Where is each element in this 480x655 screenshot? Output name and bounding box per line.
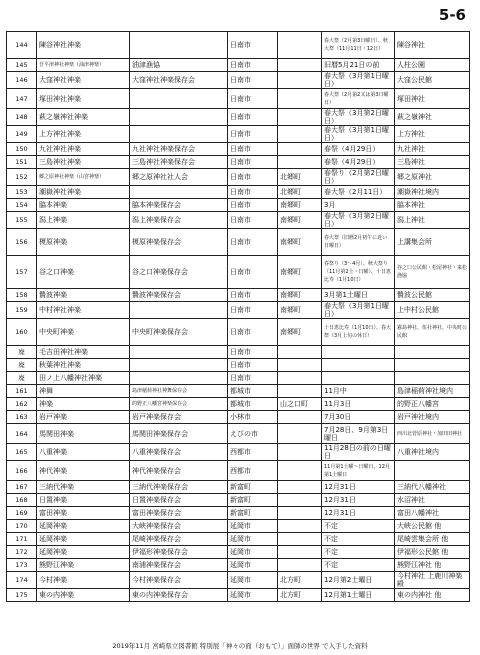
performance-date-cell: 春大祭（2月11日） <box>322 186 395 199</box>
city-cell: 都城市 <box>228 398 278 411</box>
town-cell <box>278 520 322 533</box>
town-cell <box>278 424 322 444</box>
venue-cell: 谷之口公民館・松尾神社・来松漁協 <box>395 256 470 289</box>
town-cell <box>278 546 322 559</box>
preservation-group-cell: 大窪神社神楽保存会 <box>130 72 228 89</box>
table-row <box>7 372 470 385</box>
performance-date-cell: 11月第1土曜～日曜日、12月第1土曜日 <box>322 461 395 481</box>
city-cell: 西都市 <box>228 444 278 461</box>
row-number-cell: 171 <box>7 533 37 546</box>
venue-cell: 的野正八幡宮 <box>395 398 470 411</box>
performance-date-cell: 3月 <box>322 199 395 212</box>
preservation-group-cell: 島津稲荷神社神舞保存会 <box>130 385 228 398</box>
table-row <box>7 411 470 424</box>
kagura-name-cell: 日置神楽 <box>37 494 130 507</box>
row-number-cell: 169 <box>7 507 37 520</box>
venue-cell <box>395 372 470 385</box>
performance-date-cell: 7月28日、9月第3日曜日 <box>322 424 395 444</box>
town-cell <box>278 143 322 156</box>
venue-cell: 八重神社境内 <box>395 444 470 461</box>
kagura-name-cell: 贄波神楽 <box>37 289 130 302</box>
kagura-name-cell: 中央町神楽 <box>37 319 130 346</box>
preservation-group-cell: 馬関田神楽保存会 <box>130 424 228 444</box>
row-number-cell: 153 <box>7 186 37 199</box>
table-row <box>7 444 470 461</box>
city-cell: 都城市 <box>228 385 278 398</box>
city-cell: 新富町 <box>228 481 278 494</box>
venue-cell: 陳谷神社 <box>395 32 470 59</box>
city-cell: 日南市 <box>228 143 278 156</box>
preservation-group-cell: 郷之原神社社人会 <box>130 169 228 186</box>
row-number-cell: 154 <box>7 199 37 212</box>
city-cell: 新富町 <box>228 507 278 520</box>
venue-cell: 西川北菅原神社・加田田神社 <box>395 424 470 444</box>
table-row <box>7 212 470 229</box>
town-cell <box>278 126 322 143</box>
preservation-group-cell <box>130 302 228 319</box>
row-number-cell: 161 <box>7 385 37 398</box>
performance-date-cell: 不定 <box>322 520 395 533</box>
city-cell: 新富町 <box>228 494 278 507</box>
row-number-cell: 162 <box>7 398 37 411</box>
preservation-group-cell: 日置神楽保存会 <box>130 494 228 507</box>
table-row <box>7 302 470 319</box>
venue-cell: 三納代八幡神社 <box>395 481 470 494</box>
venue-cell: 富田八幡神社 <box>395 507 470 520</box>
performance-date-cell: 不定 <box>322 546 395 559</box>
performance-date-cell: 春祭（4月29日） <box>322 156 395 169</box>
kagura-name-cell: 大窪神社神楽 <box>37 72 130 89</box>
row-number-cell: 157 <box>7 256 37 289</box>
table-row <box>7 59 470 72</box>
table-body <box>7 32 470 602</box>
table-row <box>7 319 470 346</box>
table-row <box>7 494 470 507</box>
venue-cell <box>395 346 470 359</box>
kagura-name-cell: 吾平津神社神楽（油津神楽） <box>37 59 130 72</box>
row-number-cell: 148 <box>7 109 37 126</box>
city-cell: 日南市 <box>228 186 278 199</box>
kagura-name-cell: 東の内神楽 <box>37 589 130 602</box>
preservation-group-cell: 油津漁協 <box>130 59 228 72</box>
row-number-cell: 155 <box>7 212 37 229</box>
city-cell: 延岡市 <box>228 589 278 602</box>
row-number-cell: 168 <box>7 494 37 507</box>
performance-date-cell: 春祭り（2月第2日曜日） <box>322 169 395 186</box>
kagura-name-cell: 田ノ上八幡神社神楽 <box>37 372 130 385</box>
performance-date-cell: 春祭（4月29日） <box>322 143 395 156</box>
venue-cell: 潟上神社 <box>395 212 470 229</box>
preservation-group-cell: 神代神楽保存会 <box>130 461 228 481</box>
venue-cell: 水沼神社 <box>395 494 470 507</box>
city-cell: 日南市 <box>228 319 278 346</box>
town-cell <box>278 444 322 461</box>
preservation-group-cell: 三島神社神楽保存会 <box>130 156 228 169</box>
city-cell: 延岡市 <box>228 559 278 572</box>
kagura-name-cell: 陳谷神社神楽 <box>37 32 130 59</box>
town-cell: 南郷町 <box>278 199 322 212</box>
city-cell: 日南市 <box>228 126 278 143</box>
town-cell <box>278 32 322 59</box>
performance-date-cell: 春大祭（旧暦2月初午に近い日曜日） <box>322 229 395 256</box>
performance-date-cell <box>322 359 395 372</box>
row-number-cell: 149 <box>7 126 37 143</box>
table-row <box>7 520 470 533</box>
city-cell: 日南市 <box>228 229 278 256</box>
table-row <box>7 143 470 156</box>
kagura-name-cell: 神代神楽 <box>37 461 130 481</box>
venue-cell: 潮嶽神社境内 <box>395 186 470 199</box>
kagura-name-cell: 熊野江神楽 <box>37 559 130 572</box>
table-row <box>7 346 470 359</box>
city-cell: えびの市 <box>228 424 278 444</box>
town-cell: 北郷町 <box>278 186 322 199</box>
row-number-cell: 175 <box>7 589 37 602</box>
city-cell: 西都市 <box>228 461 278 481</box>
performance-date-cell: 12月31日 <box>322 481 395 494</box>
city-cell: 延岡市 <box>228 533 278 546</box>
preservation-group-cell: 南浦神楽保存会 <box>130 559 228 572</box>
row-number-cell: 160 <box>7 319 37 346</box>
venue-cell <box>395 461 470 481</box>
performance-date-cell <box>322 372 395 385</box>
performance-date-cell: 春大祭（3月第1日曜日） <box>322 302 395 319</box>
preservation-group-cell <box>130 359 228 372</box>
venue-cell: 九社神社 <box>395 143 470 156</box>
venue-cell: 霧島神社、伍社神社、中央町公民館 <box>395 319 470 346</box>
venue-cell: 伊福形公民館 他 <box>395 546 470 559</box>
city-cell: 日南市 <box>228 156 278 169</box>
row-number-cell: 170 <box>7 520 37 533</box>
venue-cell: 郷之原神社 <box>395 169 470 186</box>
performance-date-cell: 旧暦5月21日の前 <box>322 59 395 72</box>
town-cell: 山之口町 <box>278 398 322 411</box>
venue-cell: 上中村公民館 <box>395 302 470 319</box>
town-cell <box>278 481 322 494</box>
kagura-name-cell: 岩戸神楽 <box>37 411 130 424</box>
row-number-cell: 廃 <box>7 372 37 385</box>
table-row <box>7 559 470 572</box>
preservation-group-cell: 的野正八幡宮神楽保存会 <box>130 398 228 411</box>
town-cell: 北郷町 <box>278 169 322 186</box>
table-row <box>7 424 470 444</box>
town-cell <box>278 156 322 169</box>
city-cell: 日南市 <box>228 346 278 359</box>
city-cell: 延岡市 <box>228 572 278 589</box>
kagura-name-cell: 三島神社神楽 <box>37 156 130 169</box>
row-number-cell: 174 <box>7 572 37 589</box>
table-row <box>7 199 470 212</box>
table-row <box>7 359 470 372</box>
kagura-name-cell: 今村神楽 <box>37 572 130 589</box>
venue-cell: 大峡公民館 他 <box>395 520 470 533</box>
city-cell: 日南市 <box>228 59 278 72</box>
performance-date-cell: 11月3日 <box>322 398 395 411</box>
table-row <box>7 589 470 602</box>
row-number-cell: 165 <box>7 444 37 461</box>
venue-cell: 上講集会所 <box>395 229 470 256</box>
performance-date-cell: 12月31日 <box>322 494 395 507</box>
row-number-cell: 166 <box>7 461 37 481</box>
kagura-name-cell: 潮嶽神社神楽 <box>37 186 130 199</box>
row-number-cell: 145 <box>7 59 37 72</box>
town-cell <box>278 507 322 520</box>
kagura-name-cell: 神楽 <box>37 398 130 411</box>
town-cell <box>278 494 322 507</box>
performance-date-cell: 12月第2土曜日 <box>322 572 395 589</box>
performance-date-cell: 春大祭（2月第2又は第3日曜日） <box>322 89 395 109</box>
performance-date-cell: 12月第1土曜日 <box>322 589 395 602</box>
kagura-name-cell: 潟上神楽 <box>37 212 130 229</box>
performance-date-cell: 3月第1土曜日 <box>322 289 395 302</box>
row-number-cell: 144 <box>7 32 37 59</box>
town-cell <box>278 372 322 385</box>
city-cell: 日南市 <box>228 169 278 186</box>
preservation-group-cell <box>130 372 228 385</box>
kagura-name-cell: 塚田神社神楽 <box>37 89 130 109</box>
venue-cell: 岩戸神社境内 <box>395 411 470 424</box>
row-number-cell: 164 <box>7 424 37 444</box>
venue-cell: 尾崎雲集会所 他 <box>395 533 470 546</box>
town-cell <box>278 346 322 359</box>
preservation-group-cell <box>130 126 228 143</box>
city-cell: 日南市 <box>228 256 278 289</box>
kagura-name-cell: 八重神楽 <box>37 444 130 461</box>
city-cell: 日南市 <box>228 89 278 109</box>
kagura-name-cell: 馬関田神楽 <box>37 424 130 444</box>
city-cell: 日南市 <box>228 212 278 229</box>
kagura-name-cell: 延岡神楽 <box>37 533 130 546</box>
performance-date-cell: 春大祭（2月第3日曜日）、秋大祭（11月11日・12日） <box>322 32 395 59</box>
town-cell <box>278 461 322 481</box>
kagura-name-cell: 延岡神楽 <box>37 520 130 533</box>
performance-date-cell: 春大祭（3月第1日曜日） <box>322 72 395 89</box>
kagura-name-cell: 中村神社神楽 <box>37 302 130 319</box>
venue-cell <box>395 359 470 372</box>
town-cell: 南郷町 <box>278 229 322 256</box>
performance-date-cell: 7月30日 <box>322 411 395 424</box>
preservation-group-cell: 尾崎神楽保存会 <box>130 533 228 546</box>
performance-date-cell: 12月31日 <box>322 507 395 520</box>
table-row <box>7 461 470 481</box>
performance-date-cell: 春大祭（3月第1日曜日） <box>322 126 395 143</box>
city-cell: 延岡市 <box>228 520 278 533</box>
preservation-group-cell <box>130 89 228 109</box>
performance-date-cell: 春大祭（3月第2日曜日） <box>322 109 395 126</box>
kagura-name-cell: 脇本神楽 <box>37 199 130 212</box>
kagura-name-cell: 三納代神楽 <box>37 481 130 494</box>
preservation-group-cell: 潟上神楽保存会 <box>130 212 228 229</box>
performance-date-cell: 11月中 <box>322 385 395 398</box>
table-row <box>7 72 470 89</box>
town-cell: 南郷町 <box>278 302 322 319</box>
row-number-cell: 159 <box>7 302 37 319</box>
town-cell: 南郷町 <box>278 212 322 229</box>
city-cell: 日南市 <box>228 372 278 385</box>
venue-cell: 贄波公民館 <box>395 289 470 302</box>
row-number-cell: 167 <box>7 481 37 494</box>
city-cell: 日南市 <box>228 199 278 212</box>
performance-date-cell: 春祭り（3～4月）、秋大祭り（11月第2土・日曜）、十日恵比寿（1月10日） <box>322 256 395 289</box>
table-row <box>7 546 470 559</box>
preservation-group-cell <box>130 32 228 59</box>
kagura-name-cell: 秋葉神社神楽 <box>37 359 130 372</box>
row-number-cell: 172 <box>7 546 37 559</box>
kagura-name-cell: 郷之原神社神楽（山宮神楽） <box>37 169 130 186</box>
venue-cell: 熊野江神社 他 <box>395 559 470 572</box>
performance-date-cell: 十日恵比寿（1月10日）、春大祭（3月上旬の休日） <box>322 319 395 346</box>
table-row <box>7 289 470 302</box>
kagura-name-cell: 上方神社神楽 <box>37 126 130 143</box>
preservation-group-cell: 三納代神楽保存会 <box>130 481 228 494</box>
preservation-group-cell: 中央町神楽保存会 <box>130 319 228 346</box>
row-number-cell: 146 <box>7 72 37 89</box>
preservation-group-cell: 東の内神楽保存会 <box>130 589 228 602</box>
town-cell: 南郷町 <box>278 256 322 289</box>
row-number-cell: 150 <box>7 143 37 156</box>
preservation-group-cell <box>130 109 228 126</box>
preservation-group-cell <box>130 346 228 359</box>
table-row <box>7 109 470 126</box>
town-cell: 南郷町 <box>278 319 322 346</box>
page-number: 5-6 <box>438 6 466 24</box>
table-row <box>7 572 470 589</box>
town-cell <box>278 359 322 372</box>
kagura-name-cell: 毛吉田神社神楽 <box>37 346 130 359</box>
town-cell: 北方町 <box>278 572 322 589</box>
row-number-cell: 廃 <box>7 359 37 372</box>
town-cell <box>278 109 322 126</box>
city-cell: 日南市 <box>228 72 278 89</box>
town-cell <box>278 559 322 572</box>
row-number-cell: 156 <box>7 229 37 256</box>
preservation-group-cell: 今村神楽保存会 <box>130 572 228 589</box>
kagura-name-cell: 谷之口神楽 <box>37 256 130 289</box>
performance-date-cell: 春大祭（3月第2日曜日） <box>322 212 395 229</box>
row-number-cell: 163 <box>7 411 37 424</box>
preservation-group-cell: 岩戸神楽保存会 <box>130 411 228 424</box>
venue-cell: 脇本神社 <box>395 199 470 212</box>
table-row <box>7 186 470 199</box>
table-row <box>7 89 470 109</box>
venue-cell: 三島神社 <box>395 156 470 169</box>
preservation-group-cell: 八重神楽保存会 <box>130 444 228 461</box>
venue-cell: 大窪公民館 <box>395 72 470 89</box>
footer-note: 2019年11月 宮崎県立図書館 特別展「神々の面（おもて）」面師の世界 で入手した資料 <box>112 642 368 650</box>
city-cell: 日南市 <box>228 359 278 372</box>
preservation-group-cell: 贄波神楽保存会 <box>130 289 228 302</box>
preservation-group-cell: 伊福形神楽保存会 <box>130 546 228 559</box>
town-cell: 南郷町 <box>278 289 322 302</box>
city-cell: 小林市 <box>228 411 278 424</box>
town-cell <box>278 72 322 89</box>
venue-cell: 塚田神社 <box>395 89 470 109</box>
row-number-cell: 173 <box>7 559 37 572</box>
table-row <box>7 507 470 520</box>
kagura-table <box>6 31 470 602</box>
preservation-group-cell <box>130 186 228 199</box>
row-number-cell: 152 <box>7 169 37 186</box>
table-row <box>7 156 470 169</box>
table-row <box>7 481 470 494</box>
row-number-cell: 廃 <box>7 346 37 359</box>
town-cell <box>278 385 322 398</box>
table-row <box>7 32 470 59</box>
venue-cell: 上方神社 <box>395 126 470 143</box>
table-row <box>7 126 470 143</box>
town-cell: 北方町 <box>278 589 322 602</box>
table-row <box>7 533 470 546</box>
town-cell <box>278 533 322 546</box>
table-row <box>7 398 470 411</box>
kagura-name-cell: 萩之嶺神社神楽 <box>37 109 130 126</box>
preservation-group-cell: 谷之口神楽保存会 <box>130 256 228 289</box>
kagura-name-cell: 榎原神楽 <box>37 229 130 256</box>
preservation-group-cell: 脇本神楽保存会 <box>130 199 228 212</box>
venue-cell: 今村神社 上鹿川神楽殿 <box>395 572 470 589</box>
city-cell: 日南市 <box>228 302 278 319</box>
table-row <box>7 256 470 289</box>
kagura-name-cell: 富田神楽 <box>37 507 130 520</box>
venue-cell: 東の内神社 他 <box>395 589 470 602</box>
venue-cell: 島津稲荷神社境内 <box>395 385 470 398</box>
performance-date-cell: 不定 <box>322 559 395 572</box>
table-row <box>7 385 470 398</box>
preservation-group-cell: 榎原神楽保存会 <box>130 229 228 256</box>
kagura-name-cell: 九社神社神楽 <box>37 143 130 156</box>
town-cell <box>278 411 322 424</box>
table-row <box>7 229 470 256</box>
performance-date-cell <box>322 346 395 359</box>
performance-date-cell: 不定 <box>322 533 395 546</box>
city-cell: 延岡市 <box>228 546 278 559</box>
kagura-name-cell: 神舞 <box>37 385 130 398</box>
venue-cell: 萩之嶺神社 <box>395 109 470 126</box>
town-cell <box>278 89 322 109</box>
town-cell <box>278 59 322 72</box>
table-row <box>7 169 470 186</box>
preservation-group-cell: 九社神社神楽保存会 <box>130 143 228 156</box>
preservation-group-cell: 大峡神楽保存会 <box>130 520 228 533</box>
city-cell: 日南市 <box>228 32 278 59</box>
kagura-name-cell: 延岡神楽 <box>37 546 130 559</box>
row-number-cell: 158 <box>7 289 37 302</box>
city-cell: 日南市 <box>228 289 278 302</box>
performance-date-cell: 11月28日の前の日曜日 <box>322 444 395 461</box>
preservation-group-cell: 富田神楽保存会 <box>130 507 228 520</box>
venue-cell: 人柱公園 <box>395 59 470 72</box>
city-cell: 日南市 <box>228 109 278 126</box>
row-number-cell: 151 <box>7 156 37 169</box>
row-number-cell: 147 <box>7 89 37 109</box>
